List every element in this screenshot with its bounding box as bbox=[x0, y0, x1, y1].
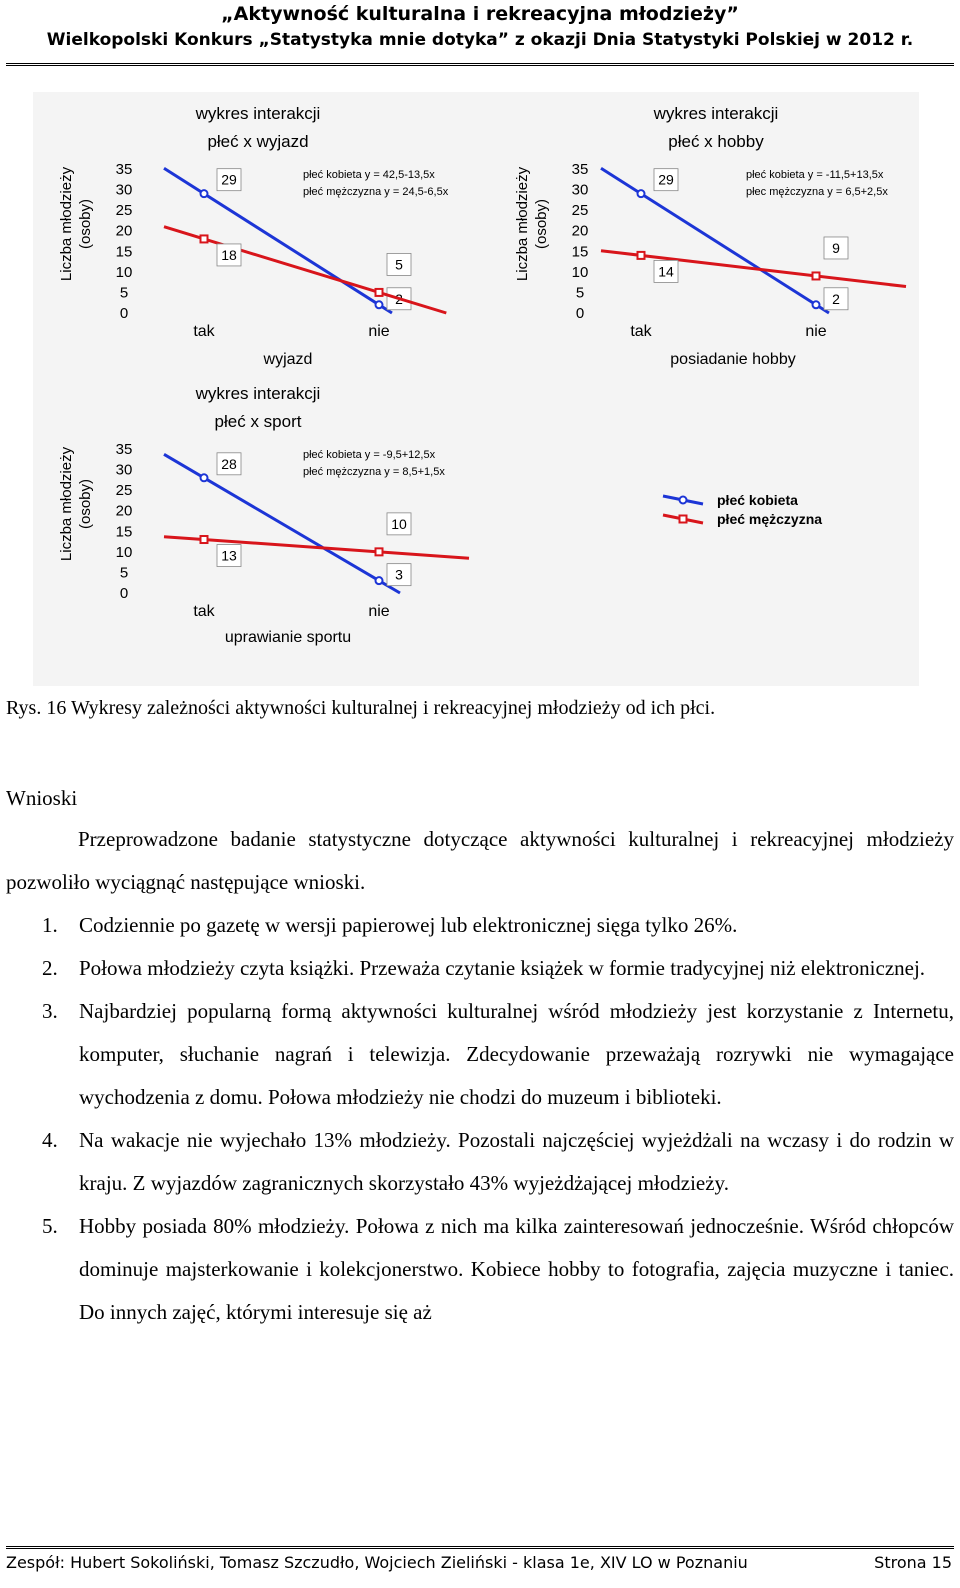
list-item-number: 3. bbox=[42, 999, 58, 1023]
x-tick-label: tak bbox=[193, 323, 215, 340]
interaction-charts bbox=[33, 92, 919, 686]
chart-title: wykres interakcji bbox=[195, 384, 321, 403]
y-tick-label: 30 bbox=[115, 181, 133, 199]
y-axis-title: Liczba młodzieży bbox=[514, 166, 531, 282]
data-label: 13 bbox=[221, 547, 237, 564]
male-data-point bbox=[201, 536, 208, 543]
y-tick-label: 30 bbox=[571, 181, 589, 199]
y-tick-label: 10 bbox=[571, 263, 589, 281]
equation-label: płeć mężczyzna y = 24,5-6,5x bbox=[303, 186, 449, 198]
male-data-point bbox=[376, 548, 383, 555]
female-data-point bbox=[813, 301, 820, 308]
chart-subtitle: płeć x wyjazd bbox=[207, 132, 309, 151]
list-item-number: 2. bbox=[42, 956, 58, 980]
document-subtitle: Wielkopolski Konkurs „Statystyka mnie dotyka” z okazji Dnia Statystyki Polskiej w 2012 r. bbox=[46, 30, 914, 50]
x-tick-label: nie bbox=[805, 323, 827, 340]
male-data-point bbox=[376, 289, 383, 296]
female-data-point bbox=[376, 577, 383, 584]
y-tick-label: 15 bbox=[115, 243, 133, 261]
y-tick-label: 20 bbox=[115, 222, 133, 240]
y-tick-label: 20 bbox=[571, 222, 589, 240]
data-label: 18 bbox=[221, 246, 237, 263]
female-data-point bbox=[201, 190, 208, 197]
x-tick-label: nie bbox=[368, 323, 390, 340]
chart-title: wykres interakcji bbox=[653, 104, 779, 123]
list-item bbox=[6, 947, 954, 990]
conclusions-intro: Przeprowadzone badanie statystyczne dotyczące aktywności kulturalnej i rekreacyjnej młodzieży pozwoliło wyciągnąć następujące wnioski. bbox=[6, 827, 954, 894]
list-item-number: 4. bbox=[42, 1128, 58, 1152]
list-item bbox=[6, 990, 954, 1119]
y-tick-label: 5 bbox=[119, 564, 129, 582]
header-rule bbox=[6, 63, 954, 66]
data-label: 14 bbox=[658, 263, 674, 280]
document-title: „Aktywność kulturalna i rekreacyjna młodzieży” bbox=[221, 3, 739, 25]
y-tick-label: 25 bbox=[571, 202, 589, 220]
conclusions-heading: Wnioski bbox=[6, 786, 78, 810]
y-tick-label: 10 bbox=[115, 543, 133, 561]
conclusions-section bbox=[6, 778, 954, 1334]
chart-subtitle: płeć x hobby bbox=[668, 132, 764, 151]
list-item bbox=[6, 1205, 954, 1334]
y-tick-label: 10 bbox=[115, 263, 133, 281]
y-tick-label: 25 bbox=[115, 482, 133, 500]
y-tick-label: 35 bbox=[115, 161, 133, 178]
charts-panel bbox=[33, 92, 919, 686]
x-tick-label: nie bbox=[368, 603, 390, 620]
y-axis-unit: (osoby) bbox=[77, 198, 94, 250]
y-axis-title: Liczba młodzieży bbox=[58, 446, 75, 562]
list-item-number: 1. bbox=[42, 913, 58, 937]
y-axis-unit: (osoby) bbox=[77, 478, 94, 530]
legend-male-marker bbox=[680, 516, 687, 523]
equation-label: płec mężczyzna y = 6,5+2,5x bbox=[746, 186, 888, 198]
female-data-point bbox=[201, 474, 208, 481]
list-item bbox=[6, 1119, 954, 1205]
y-tick-label: 20 bbox=[115, 502, 133, 520]
list-item-text: Najbardziej popularną formą aktywności kulturalnej wśród młodzieży jest korzystanie z Internetu, komputer, słuchanie nagrań i telewizja. Zdecydowanie przeważają rozrywki nie wymagające wychodzenia z domu. Połowa młodzieży nie chodzi do muzeum i biblioteki. bbox=[79, 999, 954, 1109]
equation-label: płeć kobieta y = 42,5-13,5x bbox=[303, 169, 435, 181]
equation-label: płeć kobieta y = -11,5+13,5x bbox=[746, 169, 884, 181]
data-label: 28 bbox=[221, 455, 237, 472]
male-data-point bbox=[201, 235, 208, 242]
footer-rule bbox=[6, 1546, 954, 1549]
list-item-text: Hobby posiada 80% młodzieży. Połowa z nich ma kilka zainteresowań jednocześnie. Wśród chłopców dominuje majsterkowanie i kolekcjonerstwo. Kobiece hobby to fotografia, zajęcia muzyczne i taniec. Do innych zajęć, którymi interesuje się aż bbox=[79, 1214, 954, 1324]
list-item-text: Na wakacje nie wyjechało 13% młodzieży. Pozostali najczęściej wyjeżdżali na wczasy i do rodzin w kraju. Z wyjazdów zagranicznych skorzystało 43% wyjeżdżającej młodzieży. bbox=[79, 1128, 954, 1195]
footer-authors: Zespół: Hubert Sokoliński, Tomasz Szczudło, Wojciech Zieliński - klasa 1e, XIV LO w Poznaniu bbox=[6, 1553, 748, 1572]
y-tick-label: 5 bbox=[119, 284, 129, 302]
y-tick-label: 0 bbox=[119, 585, 129, 602]
y-tick-label: 35 bbox=[571, 161, 589, 178]
y-tick-label: 15 bbox=[571, 243, 589, 261]
y-tick-label: 35 bbox=[115, 441, 133, 458]
male-data-point bbox=[638, 252, 645, 259]
x-axis-title: uprawianie sportu bbox=[224, 629, 352, 646]
data-label: 9 bbox=[832, 239, 840, 256]
y-axis-title: Liczba młodzieży bbox=[58, 166, 75, 282]
legend-male-label: płeć mężczyzna bbox=[717, 511, 823, 527]
female-data-point bbox=[638, 190, 645, 197]
chart-title: wykres interakcji bbox=[195, 104, 321, 123]
male-series-line bbox=[164, 537, 469, 559]
female-data-point bbox=[376, 301, 383, 308]
footer-page-number: Strona 15 bbox=[874, 1553, 952, 1572]
x-axis-title: wyjazd bbox=[263, 351, 313, 368]
data-label: 3 bbox=[395, 566, 403, 583]
list-item-text: Połowa młodzieży czyta książki. Przeważa czytanie książek w formie tradycyjnej niż elektronicznej. bbox=[79, 956, 926, 980]
equation-label: płeć mężczyzna y = 8,5+1,5x bbox=[303, 466, 445, 478]
y-axis-unit: (osoby) bbox=[533, 198, 550, 250]
chart-subtitle: płeć x sport bbox=[214, 412, 302, 431]
equation-label: płeć kobieta y = -9,5+12,5x bbox=[303, 449, 436, 461]
figure-caption: Rys. 16 Wykresy zależności aktywności kulturalnej i rekreacyjnej młodzieży od ich płci. bbox=[6, 697, 716, 719]
male-data-point bbox=[813, 272, 820, 279]
y-tick-label: 0 bbox=[119, 305, 129, 322]
conclusions-list bbox=[6, 904, 954, 1334]
list-item-number: 5. bbox=[42, 1214, 58, 1238]
data-label: 29 bbox=[221, 171, 237, 188]
data-label: 2 bbox=[832, 290, 840, 307]
x-axis-title: posiadanie hobby bbox=[670, 351, 796, 368]
y-tick-label: 25 bbox=[115, 202, 133, 220]
y-tick-label: 30 bbox=[115, 461, 133, 479]
data-label: 10 bbox=[391, 515, 407, 532]
data-label: 5 bbox=[395, 256, 403, 273]
x-tick-label: tak bbox=[630, 323, 652, 340]
male-series-line bbox=[601, 251, 906, 287]
list-item bbox=[6, 904, 954, 947]
x-tick-label: tak bbox=[193, 603, 215, 620]
list-item-text: Codziennie po gazetę w wersji papierowej lub elektronicznej sięga tylko 26%. bbox=[79, 913, 738, 937]
legend-female-marker bbox=[680, 497, 687, 504]
y-tick-label: 15 bbox=[115, 523, 133, 541]
y-tick-label: 0 bbox=[575, 305, 585, 322]
y-tick-label: 5 bbox=[575, 284, 585, 302]
legend-female-label: płeć kobieta bbox=[717, 492, 798, 508]
data-label: 29 bbox=[658, 171, 674, 188]
